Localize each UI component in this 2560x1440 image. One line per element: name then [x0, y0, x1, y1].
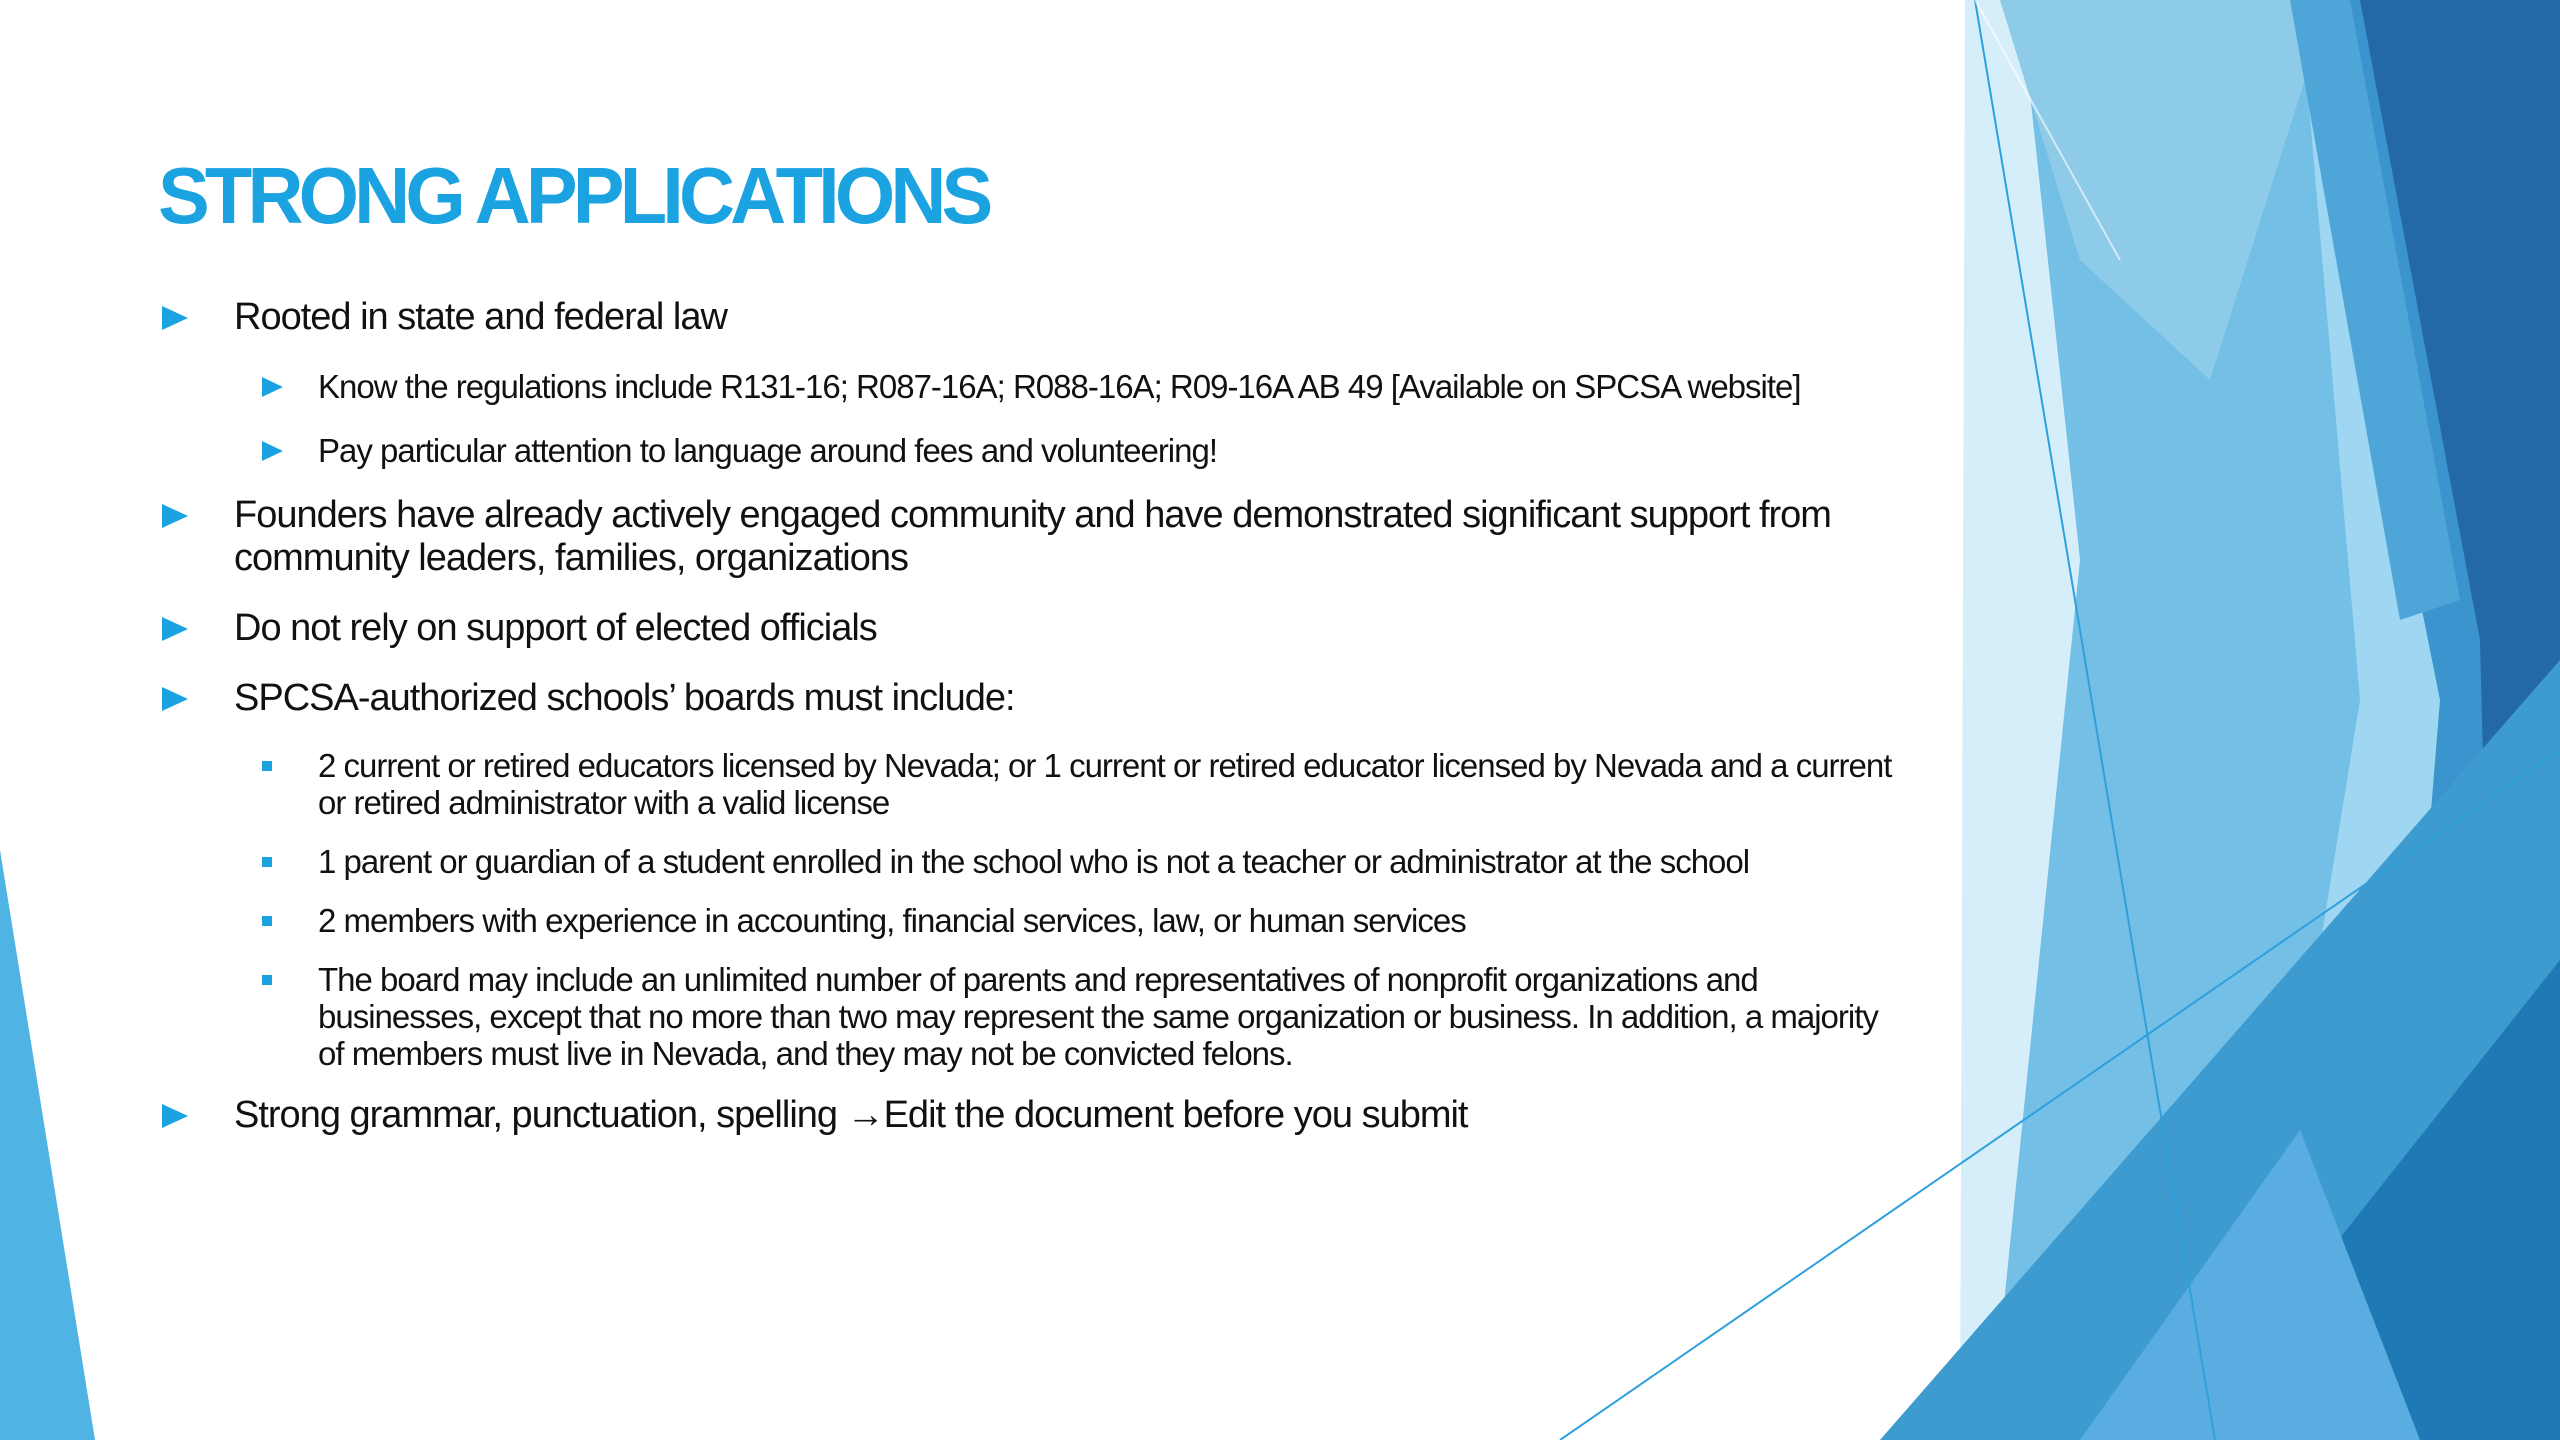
sub-bullet-text: 1 parent or guardian of a student enrolled in the school who is not a teacher or administrator at the school	[318, 843, 1750, 880]
sub-bullet-text: Pay particular attention to language around fees and volunteering!	[318, 432, 1218, 469]
list-item	[160, 430, 1920, 472]
list-item	[160, 843, 1920, 880]
square-bullet-icon	[262, 975, 272, 985]
square-bullet-icon	[262, 916, 272, 926]
sub-bullet-text: 2 current or retired educators licensed by Nevada; or 1 current or retired educator licensed by Nevada and a current or retired administrator with a valid license	[318, 747, 1892, 821]
triangle-bullet-icon	[162, 304, 190, 332]
triangle-bullet-icon	[262, 376, 284, 398]
left-edge-shape	[0, 850, 95, 1440]
triangle-bullet-icon	[162, 685, 190, 713]
list-item	[160, 961, 1920, 1072]
list-item	[160, 902, 1920, 939]
bullet-text: Rooted in state and federal law	[234, 296, 727, 338]
bullet-text: Do not rely on support of elected officials	[234, 607, 877, 649]
list-item	[160, 1094, 1920, 1137]
list-item	[160, 296, 1920, 339]
sub-bullet-text: The board may include an unlimited number of parents and representatives of nonprofit organizations and businesses, except that no more than two may represent the same organization or business. In addition, a majority of members must live in Nevada, and they may not be convicted felons.	[318, 961, 1878, 1072]
square-bullet-icon	[262, 857, 272, 867]
bullet-text: SPCSA-authorized schools’ boards must include:	[234, 677, 1015, 719]
list-item	[160, 677, 1920, 720]
list-item	[160, 494, 1920, 580]
bullet-text: Strong grammar, punctuation, spelling →Edit the document before you submit	[234, 1094, 1468, 1136]
sub-bullet-text: Know the regulations include R131-16; R087-16A; R088-16A; R09-16A AB 49 [Available on SPCSA website]	[318, 368, 1801, 405]
triangle-bullet-icon	[162, 615, 190, 643]
triangle-bullet-icon	[162, 502, 190, 530]
bullet-text: Founders have already actively engaged community and have demonstrated significant support from community leaders, families, organizations	[234, 494, 1831, 579]
list-item	[160, 607, 1920, 650]
triangle-bullet-icon	[262, 440, 284, 462]
list-item	[160, 747, 1920, 821]
bullet-list	[160, 296, 1920, 1164]
list-item	[160, 366, 1920, 408]
sub-bullet-text: 2 members with experience in accounting, financial services, law, or human services	[318, 902, 1466, 939]
triangle-bullet-icon	[162, 1102, 190, 1130]
slide-title: STRONG APPLICATIONS	[158, 151, 989, 240]
square-bullet-icon	[262, 761, 272, 771]
